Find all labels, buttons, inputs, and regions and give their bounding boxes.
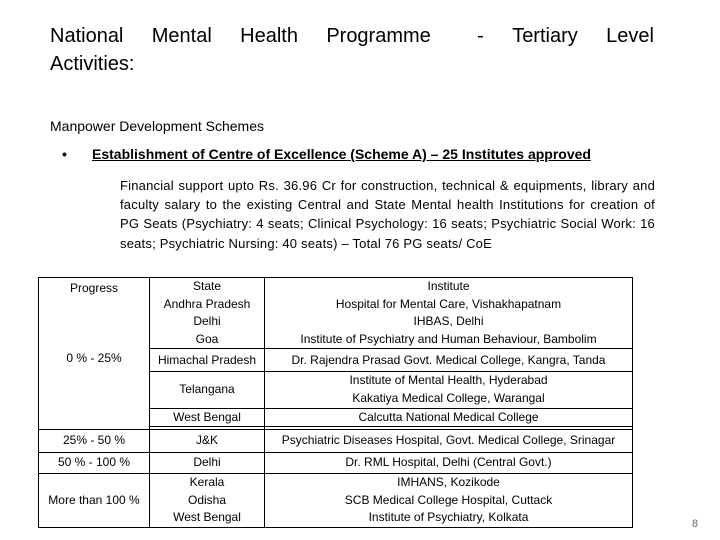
header-state: State: [192, 279, 222, 293]
page-number: 8: [692, 518, 699, 530]
institute-value: Institute of Mental Health, Hyderabad: [349, 373, 548, 388]
state-value: Kerala: [189, 475, 225, 490]
title-word: National: [50, 25, 124, 47]
title-word: Tertiary: [512, 25, 578, 47]
progress-value: 25% - 50 %: [39, 430, 150, 453]
institute-value: SCB Medical College Hospital, Cuttack: [344, 492, 553, 507]
table-row: [39, 430, 633, 453]
state-value: Delhi: [150, 453, 265, 474]
progress-table: [38, 277, 633, 528]
progress-value: 50 % - 100 %: [39, 453, 150, 474]
institute-value: IMHANS, Kozikode: [397, 475, 500, 490]
institute-value: IHBAS, Delhi: [413, 314, 484, 329]
state-cell: [150, 474, 265, 528]
table-row: [39, 474, 633, 528]
title-line-2: Activities:: [50, 53, 135, 75]
state-value: Odisha: [187, 492, 227, 507]
header-progress: Progress: [69, 281, 119, 295]
institute-value: Institute of Psychiatry, Kolkata: [368, 510, 529, 525]
state-value: Himachal Pradesh: [150, 349, 265, 372]
institute-value: Dr. Rajendra Prasad Govt. Medical College, Kangra, Tanda: [265, 349, 633, 372]
title-word: Mental: [151, 25, 212, 47]
description-paragraph: Financial support upto Rs. 36.96 Cr for construction, technical & equipments, library and faculty salary to the existing Central and State Mental health Institutions for creation of PG Seats (Psychiatry: 4 seats; Clinical Psychology: 16 seats; Psychiatric Social Work: 16 seats; Psychiatric Nursing: 40 seats) – Total 76 PG seats/ CoE: [120, 178, 655, 251]
state-value: Telangana: [150, 372, 265, 408]
title-word: -: [477, 25, 484, 47]
title-word: Health: [240, 25, 298, 47]
bullet-icon: •: [62, 146, 67, 162]
state-value: Andhra Pradesh: [163, 296, 251, 311]
state-value: West Bengal: [150, 408, 265, 427]
institute-cell: [265, 372, 633, 408]
institute-value: Dr. RML Hospital, Delhi (Central Govt.): [265, 453, 633, 474]
institute-value: Psychiatric Diseases Hospital, Govt. Medical College, Srinagar: [265, 430, 633, 453]
institute-cell: [265, 474, 633, 528]
bullet-heading: Establishment of Centre of Excellence (Scheme A) – 25 Institutes approved: [92, 146, 591, 162]
page-title: [50, 22, 654, 78]
title-line-1: [50, 22, 654, 50]
state-value: West Bengal: [173, 510, 241, 525]
state-value: Goa: [195, 331, 219, 346]
state-value: J&K: [150, 430, 265, 453]
section-heading: Manpower Development Schemes: [50, 118, 264, 134]
institute-value: Hospital for Mental Care, Vishakhapatnam: [335, 296, 562, 311]
header-institute: Institute: [427, 279, 470, 293]
title-word: Programme: [326, 25, 431, 47]
institute-cell: [265, 278, 633, 349]
institute-value: Institute of Psychiatry and Human Behaviour, Bambolim: [300, 331, 597, 346]
institute-value: Kakatiya Medical College, Warangal: [352, 390, 545, 405]
state-cell: [150, 278, 265, 349]
table-row: [39, 453, 633, 474]
progress-cell: [39, 278, 150, 430]
institute-value: Calcutta National Medical College: [265, 408, 633, 427]
table-row: [39, 278, 633, 349]
title-word: Level: [606, 25, 654, 47]
state-value: Delhi: [193, 314, 221, 329]
progress-value: 0 % - 25%: [66, 350, 122, 365]
progress-value: More than 100 %: [39, 474, 150, 528]
